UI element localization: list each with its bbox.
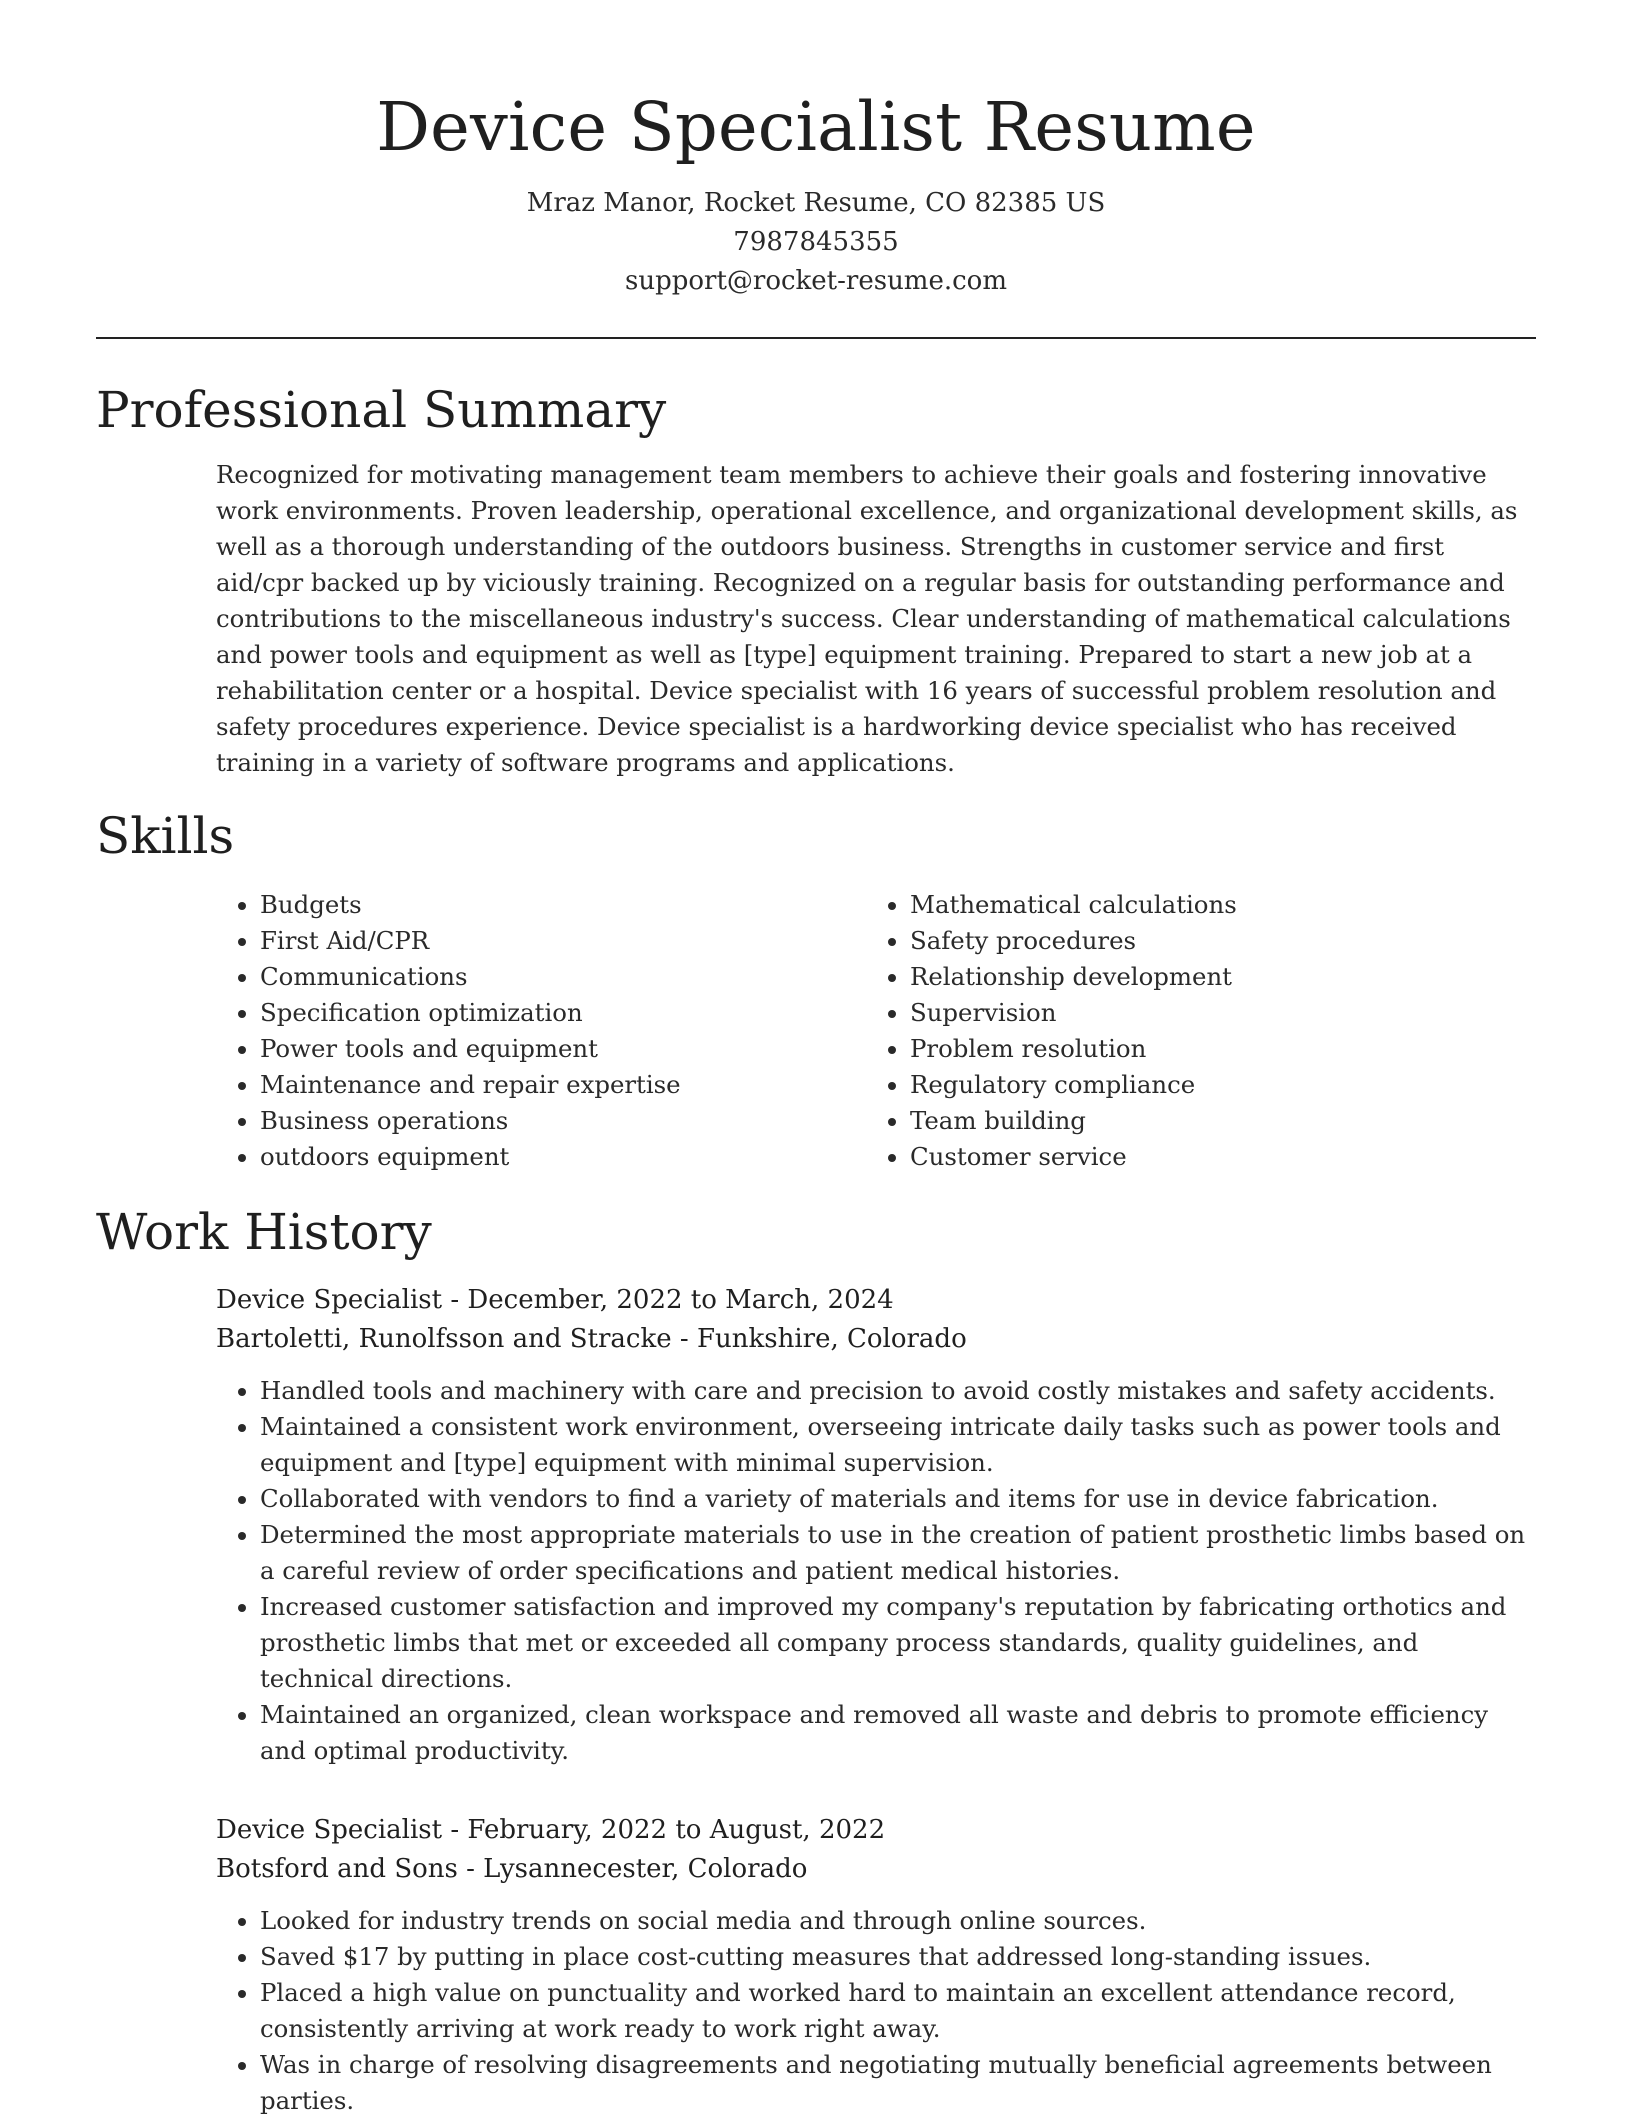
job-bullets	[216, 1903, 1536, 2119]
job-bullet: • Determined the most appropriate materials to use in the creation of patient prosthetic limbs based on a careful review of order specifications and patient medical histories.	[260, 1517, 1536, 1589]
job-entry	[216, 1811, 1536, 2119]
skills-column-right	[866, 887, 1510, 1175]
job-bullet: • Handled tools and machinery with care and precision to avoid costly mistakes and safety accidents.	[260, 1373, 1536, 1409]
job-bullet: • Maintained an organized, clean workspace and removed all waste and debris to promote efficiency and optimal productivity.	[260, 1697, 1536, 1769]
skill-item: • Power tools and equipment	[260, 1031, 866, 1067]
job-company-line: Botsford and Sons - Lysannecester, Colorado	[216, 1854, 808, 1884]
skill-item: • Safety procedures	[910, 923, 1510, 959]
work-history-heading: Work History	[96, 1203, 432, 1261]
job-title-line: Device Specialist - December, 2022 to March, 2024	[216, 1285, 894, 1315]
job-bullet: • Collaborated with vendors to find a variety of materials and items for use in device fabrication.	[260, 1481, 1536, 1517]
skill-item: • Relationship development	[910, 959, 1510, 995]
skill-item: • Problem resolution	[910, 1031, 1510, 1067]
resume-title: Device Specialist Resume	[376, 88, 1256, 166]
job-bullet: • Was in charge of resolving disagreements and negotiating mutually beneficial agreements between parties.	[260, 2047, 1536, 2119]
job-bullet: • Maintained a consistent work environment, overseeing intricate daily tasks such as power tools and equipment and [type] equipment with minimal supervision.	[260, 1409, 1536, 1481]
skills-heading: Skills	[96, 807, 235, 865]
skills-list	[216, 887, 1536, 1175]
skill-item: • Business operations	[260, 1103, 866, 1139]
skill-item: • Mathematical calculations	[910, 887, 1510, 923]
skill-item: • Specification optimization	[260, 995, 866, 1031]
job-bullet: • Increased customer satisfaction and improved my company's reputation by fabricating orthotics and prosthetic limbs that met or exceeded all company process standards, quality guidelines, and technical directions.	[260, 1589, 1536, 1697]
job-title-line: Device Specialist - February, 2022 to August, 2022	[216, 1815, 886, 1845]
skill-item: • Customer service	[910, 1139, 1510, 1175]
contact-block	[96, 184, 1536, 301]
skill-item: • Team building	[910, 1103, 1510, 1139]
contact-address: Mraz Manor, Rocket Resume, CO 82385 US	[526, 188, 1106, 218]
skill-item: • Supervision	[910, 995, 1510, 1031]
resume-page	[96, 0, 1536, 2119]
job-entry	[216, 1281, 1536, 1769]
skill-item: • First Aid/CPR	[260, 923, 866, 959]
contact-phone: 7987845355	[733, 227, 899, 257]
job-company-line: Bartoletti, Runolfsson and Stracke - Funkshire, Colorado	[216, 1324, 967, 1354]
job-bullet: • Looked for industry trends on social media and through online sources.	[260, 1903, 1536, 1939]
summary-text: Recognized for motivating management team members to achieve their goals and fostering innovative work environments. Proven leadership, operational excellence, and organizational development skills, as well as a thorough understanding of the outdoors business. Strengths in customer service and first aid/cpr backed up by viciously training. Recognized on a regular basis for outstanding performance and contributions to the miscellaneous industry's success. Clear understanding of mathematical calculations and power tools and equipment as well as [type] equipment training. Prepared to start a new job at a rehabilitation center or a hospital. Device specialist with 16 years of successful problem resolution and safety procedures experience. Device specialist is a hardworking device specialist who has received training in a variety of software programs and applications.	[216, 460, 1518, 777]
skill-item: • Maintenance and repair expertise	[260, 1067, 866, 1103]
summary-heading: Professional Summary	[96, 381, 667, 439]
skill-item: • Regulatory compliance	[910, 1067, 1510, 1103]
contact-email: support@rocket-resume.com	[624, 266, 1007, 296]
header-divider	[96, 337, 1536, 339]
job-bullet: • Saved $17 by putting in place cost-cutting measures that addressed long-standing issues.	[260, 1939, 1536, 1975]
job-bullets	[216, 1373, 1536, 1769]
skill-item: • outdoors equipment	[260, 1139, 866, 1175]
job-bullet: • Placed a high value on punctuality and worked hard to maintain an excellent attendance record, consistently arriving at work ready to work right away.	[260, 1975, 1536, 2047]
skill-item: • Communications	[260, 959, 866, 995]
skills-column-left	[216, 887, 866, 1175]
skill-item: • Budgets	[260, 887, 866, 923]
